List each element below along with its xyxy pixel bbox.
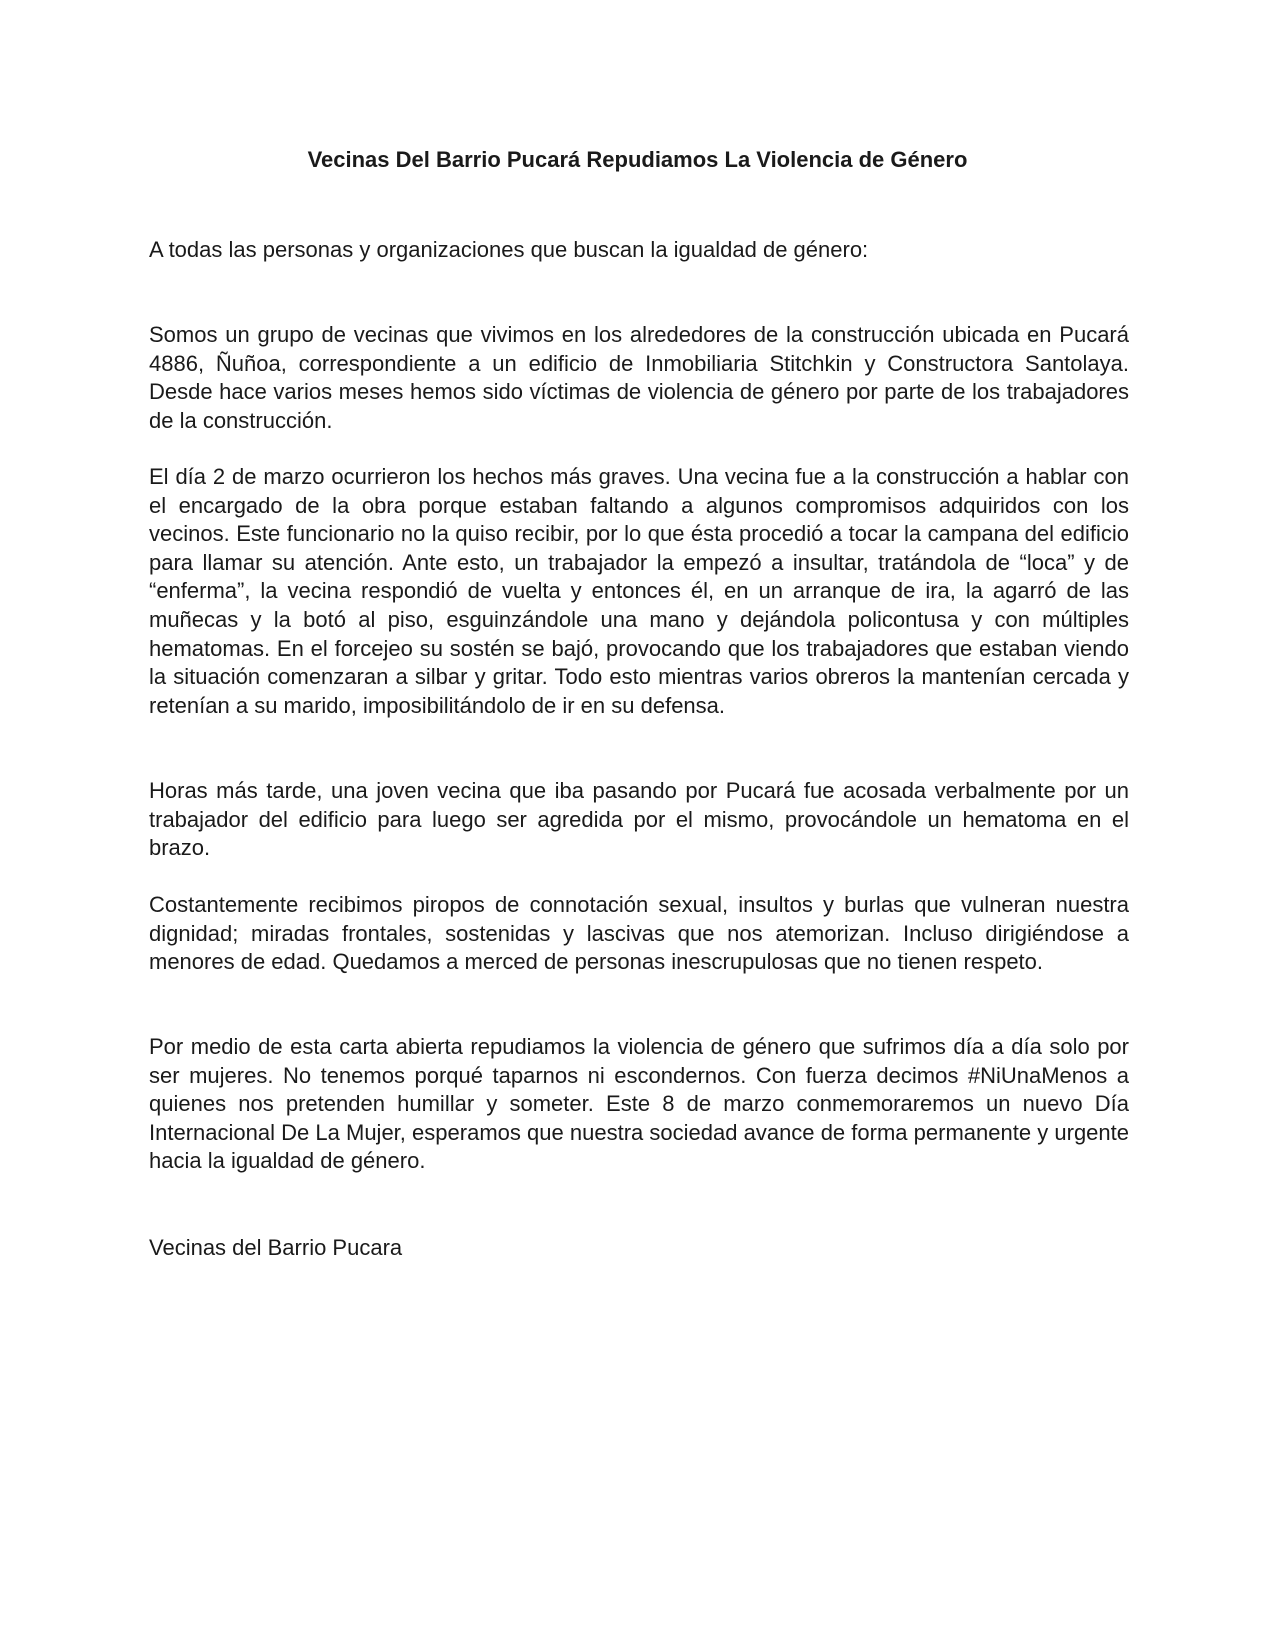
paragraph-2: El día 2 de marzo ocurrieron los hechos más graves. Una vecina fue a la construcción a hablar con el encargado de la obra porque estaban faltando a algunos compromisos adquiridos con los vecinos. Este funcionario no la quiso recibir, por lo que ésta procedió a tocar la campana del edificio para llamar su atención. Ante esto, un trabajador la empezó a insultar, tratándola de “loca” y de “enferma”, la vecina respondió de vuelta y entonces él, en un arranque de ira, la agarró de las muñecas y la botó al piso, esguinzándole una mano y dejándola policontusa y con múltiples hematomas. En el forcejeo su sostén se bajó, provocando que los trabajadores que estaban viendo la situación comenzaran a silbar y gritar. Todo esto mientras varios obreros la mantenían cercada y retenían a su marido, imposibilitándolo de ir en su defensa. <box>149 464 1129 718</box>
signature: Vecinas del Barrio Pucara <box>149 1235 403 1260</box>
greeting: A todas las personas y organizaciones que buscan la igualdad de género: <box>149 237 869 262</box>
paragraph-1: Somos un grupo de vecinas que vivimos en los alrededores de la construcción ubicada en Pucará 4886, Ñuñoa, correspondiente a un edificio de Inmobiliaria Stitchkin y Constructora Santolaya. Desde hace varios meses hemos sido víctimas de violencia de género por parte de los trabajadores de la construcción. <box>149 322 1129 433</box>
paragraph-3: Horas más tarde, una joven vecina que iba pasando por Pucará fue acosada verbalmente por un trabajador del edificio para luego ser agredida por el mismo, provocándole un hematoma en el brazo. <box>149 778 1129 861</box>
paragraph-4: Costantemente recibimos piropos de connotación sexual, insultos y burlas que vulneran nuestra dignidad; miradas frontales, sostenidas y lascivas que nos atemorizan. Incluso dirigiéndose a menores de edad. Quedamos a merced de personas inescrupulosas que no tienen respeto. <box>149 892 1129 975</box>
document-title: Vecinas Del Barrio Pucará Repudiamos La Violencia de Género <box>307 147 968 172</box>
paragraph-5: Por medio de esta carta abierta repudiamos la violencia de género que sufrimos día a día solo por ser mujeres. No tenemos porqué taparnos ni escondernos. Con fuerza decimos #NiUnaMenos a quienes nos pretenden humillar y someter. Este 8 de marzo conmemoraremos un nuevo Día Internacional De La Mujer, esperamos que nuestra sociedad avance de forma permanente y urgente hacia la igualdad de género. <box>149 1034 1129 1174</box>
